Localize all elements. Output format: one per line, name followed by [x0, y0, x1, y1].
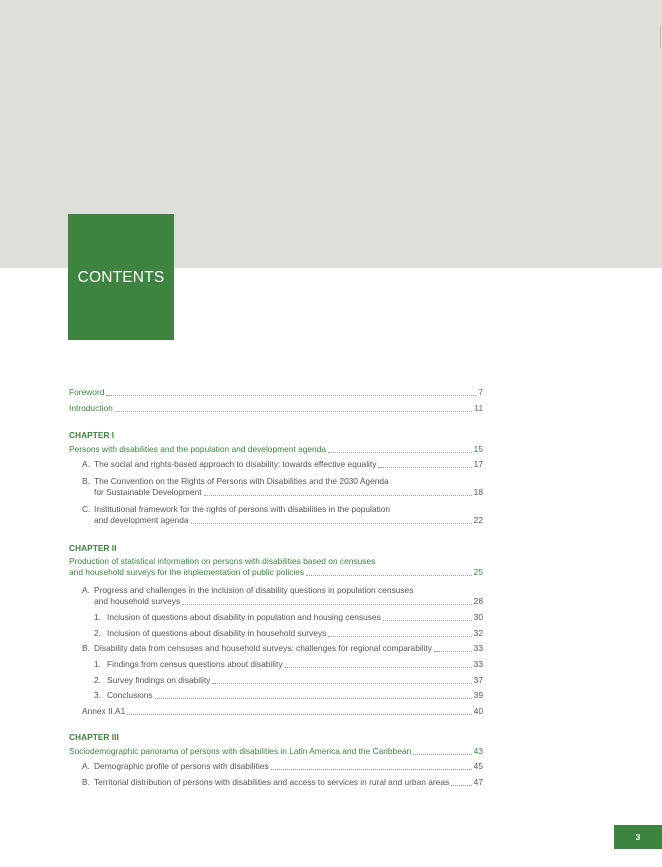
dot-leader [155, 698, 472, 699]
toc-entry-2a2[interactable] [94, 625, 483, 639]
toc-entry-label: Persons with disabilities and the population and development agenda [69, 444, 327, 454]
toc-entry-label: for Sustainable Development [94, 487, 202, 497]
toc-page-number: 15 [473, 444, 483, 454]
toc-page-number: 30 [473, 612, 483, 622]
dot-leader [378, 467, 471, 468]
toc-entry-3a[interactable] [82, 758, 483, 772]
toc-entry-annex[interactable] [82, 703, 483, 717]
toc-page-number: 7 [478, 387, 483, 397]
toc-entry-label: Survey findings on disability [107, 675, 211, 685]
toc-entry-number: B. [82, 643, 90, 653]
dot-leader [212, 683, 471, 684]
toc-page-number: 18 [473, 487, 483, 497]
toc-entry-number: B. [82, 777, 90, 787]
toc-entry-number: 3. [94, 690, 101, 700]
edge-marker [660, 26, 661, 48]
toc-entry-foreword[interactable] [69, 384, 483, 398]
contents-title: CONTENTS [77, 269, 165, 286]
toc-page-number: 45 [473, 761, 483, 771]
toc-entry-2b2[interactable] [94, 672, 483, 686]
chapter-2-heading: CHAPTER II [69, 543, 117, 553]
chapter-1-heading: CHAPTER I [69, 430, 115, 440]
dot-leader [328, 452, 472, 453]
toc-page-number: 40 [473, 706, 483, 716]
toc-entry-2b3[interactable] [94, 687, 483, 701]
toc-entry-label: Disability data from censuses and household surveys: challenges for regional comparability [94, 643, 432, 653]
dot-leader [191, 523, 472, 524]
toc-entry-label: Inclusion of questions about disability in population and housing censuses [107, 612, 381, 622]
dot-leader [115, 411, 473, 412]
toc-page-number: 32 [473, 628, 483, 638]
toc-entry-number: 2. [94, 628, 101, 638]
dot-leader [204, 495, 472, 496]
dot-leader [413, 754, 471, 755]
toc-entry-2b1[interactable] [94, 656, 483, 670]
toc-entry-number: 1. [94, 659, 101, 669]
toc-entry-label: Territorial distribution of persons with disabilities and access to services in rural and urban areas [94, 777, 450, 787]
toc-entry-1c[interactable] [94, 512, 483, 526]
toc-entry-1a[interactable] [82, 456, 483, 470]
dot-leader [383, 620, 472, 621]
toc-entry-label: and household surveys for the implementation of public policies [69, 567, 305, 577]
dot-leader [127, 714, 471, 715]
toc-page-number: 43 [473, 746, 483, 756]
toc-entry-introduction[interactable] [69, 400, 483, 414]
toc-page-number: 47 [473, 777, 483, 787]
toc-entry-2a1[interactable] [94, 609, 483, 623]
contents-title-box [68, 214, 174, 340]
dot-leader [434, 651, 472, 652]
toc-entry-number: 1. [94, 612, 101, 622]
toc-entry-chapter-2[interactable] [69, 564, 483, 578]
toc-entry-label: The social and rights-based approach to disability: towards effective equality [94, 459, 377, 469]
toc-page-number: 39 [473, 690, 483, 700]
dot-leader [306, 575, 472, 576]
chapter-2-title-line1: Production of statistical information on persons with disabilities based on censuses [69, 556, 376, 566]
toc-entry-label: Introduction [69, 403, 113, 413]
dot-leader [106, 395, 476, 396]
toc-entry-label: and development agenda [94, 515, 189, 525]
toc-entry-chapter-1[interactable] [69, 441, 483, 455]
toc-entry-label: Annex II.A1 [82, 706, 126, 716]
toc-entry-3b[interactable] [82, 774, 483, 788]
toc-entry-number: A. [82, 761, 90, 771]
toc-entry-label-line1: The Convention on the Rights of Persons with Disabilities and the 2030 Agenda [94, 476, 389, 486]
toc-entry-number: B. [82, 476, 90, 486]
toc-entry-label: Inclusion of questions about disability in household surveys [107, 628, 327, 638]
dot-leader [451, 785, 471, 786]
dot-leader [182, 604, 472, 605]
toc-entry-label: Demographic profile of persons with disabilities [94, 761, 269, 771]
toc-entry-label-line1: Institutional framework for the rights of persons with disabilities in the population [94, 504, 391, 514]
toc-page-number: 37 [473, 675, 483, 685]
toc-entry-label: and household surveys [94, 596, 181, 606]
toc-entry-label: Conclusions [107, 690, 153, 700]
toc-page-number: 17 [473, 459, 483, 469]
toc-page-number: 22 [473, 515, 483, 525]
toc-entry-label: Findings from census questions about disability [107, 659, 283, 669]
toc-entry-1b[interactable] [94, 484, 483, 498]
toc-entry-2a[interactable] [94, 593, 483, 607]
toc-entry-label: Sociodemographic panorama of persons with disabilities in Latin America and the Caribbean [69, 746, 412, 756]
toc-entry-chapter-3[interactable] [69, 743, 483, 757]
dot-leader [271, 769, 472, 770]
dot-leader [328, 636, 471, 637]
toc-page-number: 25 [473, 567, 483, 577]
toc-page-number: 28 [473, 596, 483, 606]
dot-leader [285, 667, 472, 668]
toc-entry-label: Foreword [69, 387, 105, 397]
toc-entry-number: 2. [94, 675, 101, 685]
toc-entry-number: A. [82, 459, 90, 469]
page-number-badge: 3 [614, 825, 662, 849]
toc-entry-number: C. [82, 504, 91, 514]
toc-entry-2b[interactable] [82, 640, 483, 654]
toc-page-number: 33 [473, 643, 483, 653]
toc-entry-number: A. [82, 585, 90, 595]
toc-page-number: 11 [474, 403, 483, 413]
toc-page-number: 33 [473, 659, 483, 669]
chapter-3-heading: CHAPTER III [69, 732, 119, 742]
toc-entry-label-line1: Progress and challenges in the inclusion of disability questions in population censuses [94, 585, 414, 595]
